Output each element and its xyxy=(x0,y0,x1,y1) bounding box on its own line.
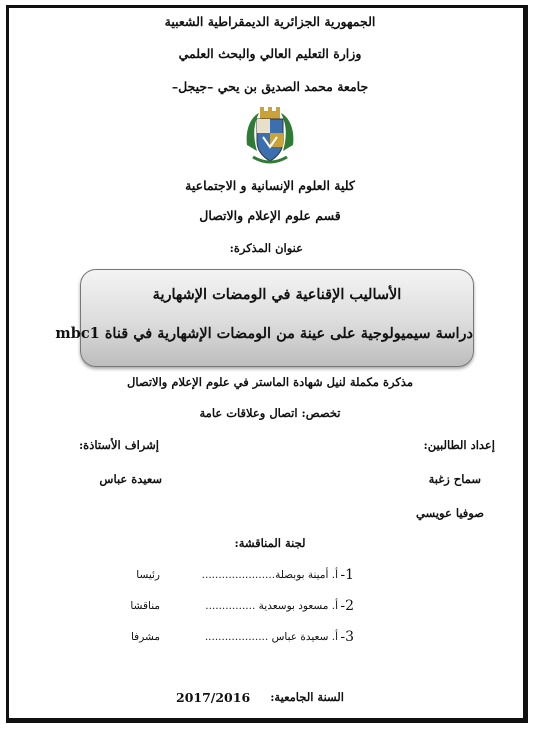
title-box xyxy=(55,269,474,367)
title-label: عنوان المذكرة: xyxy=(229,241,303,255)
thesis-note: مذكرة مكملة لنيل شهادة الماستر في علوم الإعلام والاتصال xyxy=(127,375,413,389)
committee-member-role: مناقشا xyxy=(130,600,160,612)
committee-member-number: 1- xyxy=(340,567,354,583)
ministry-heading: وزارة التعليم العالي والبحث العلمي xyxy=(178,46,362,61)
student-name: صوفيا عويسي xyxy=(415,506,484,520)
thesis-subtitle: دراسة سيميولوجية على عينة من الومضات الإشهارية في قناة mbc1 xyxy=(55,325,473,342)
committee-label: لجنة المناقشة: xyxy=(234,536,306,550)
university-logo xyxy=(243,107,297,167)
supervisor-name: سعيدة عباس xyxy=(99,472,162,486)
committee-member-number: 3- xyxy=(340,629,354,645)
faculty-heading: كلية العلوم الإنسانية و الاجتماعية xyxy=(185,178,355,193)
committee-member-number: 2- xyxy=(340,598,354,614)
university-heading: جامعة محمد الصديق بن يحي –جيجل– xyxy=(171,79,369,94)
specialty: تخصص: اتصال وعلاقات عامة xyxy=(199,406,341,420)
committee-member-name: أ. أمينة بوبصلة...................... xyxy=(201,569,338,581)
supervisor-label: إشراف الأستاذة: xyxy=(78,438,159,452)
academic-year-value: 2017/2016 xyxy=(176,690,251,705)
department-heading: قسم علوم الإعلام والاتصال xyxy=(199,208,341,223)
thesis-title: الأساليب الإقناعية في الومضات الإشهارية xyxy=(152,286,402,303)
committee-member-name: أ. سعيدة عباس ................... xyxy=(204,631,338,643)
committee-member-name: أ. مسعود بوسعدية ............... xyxy=(205,600,338,612)
academic-year-label: السنة الجامعية: xyxy=(270,690,344,704)
committee-member-role: مشرفا xyxy=(130,631,160,643)
committee-member-role: رئيسا xyxy=(136,569,160,581)
republic-heading: الجمهورية الجزائرية الديمقراطية الشعبية xyxy=(164,14,376,29)
students-label: إعداد الطالبين: xyxy=(423,438,495,452)
student-name: سماح زغبة xyxy=(428,472,481,486)
